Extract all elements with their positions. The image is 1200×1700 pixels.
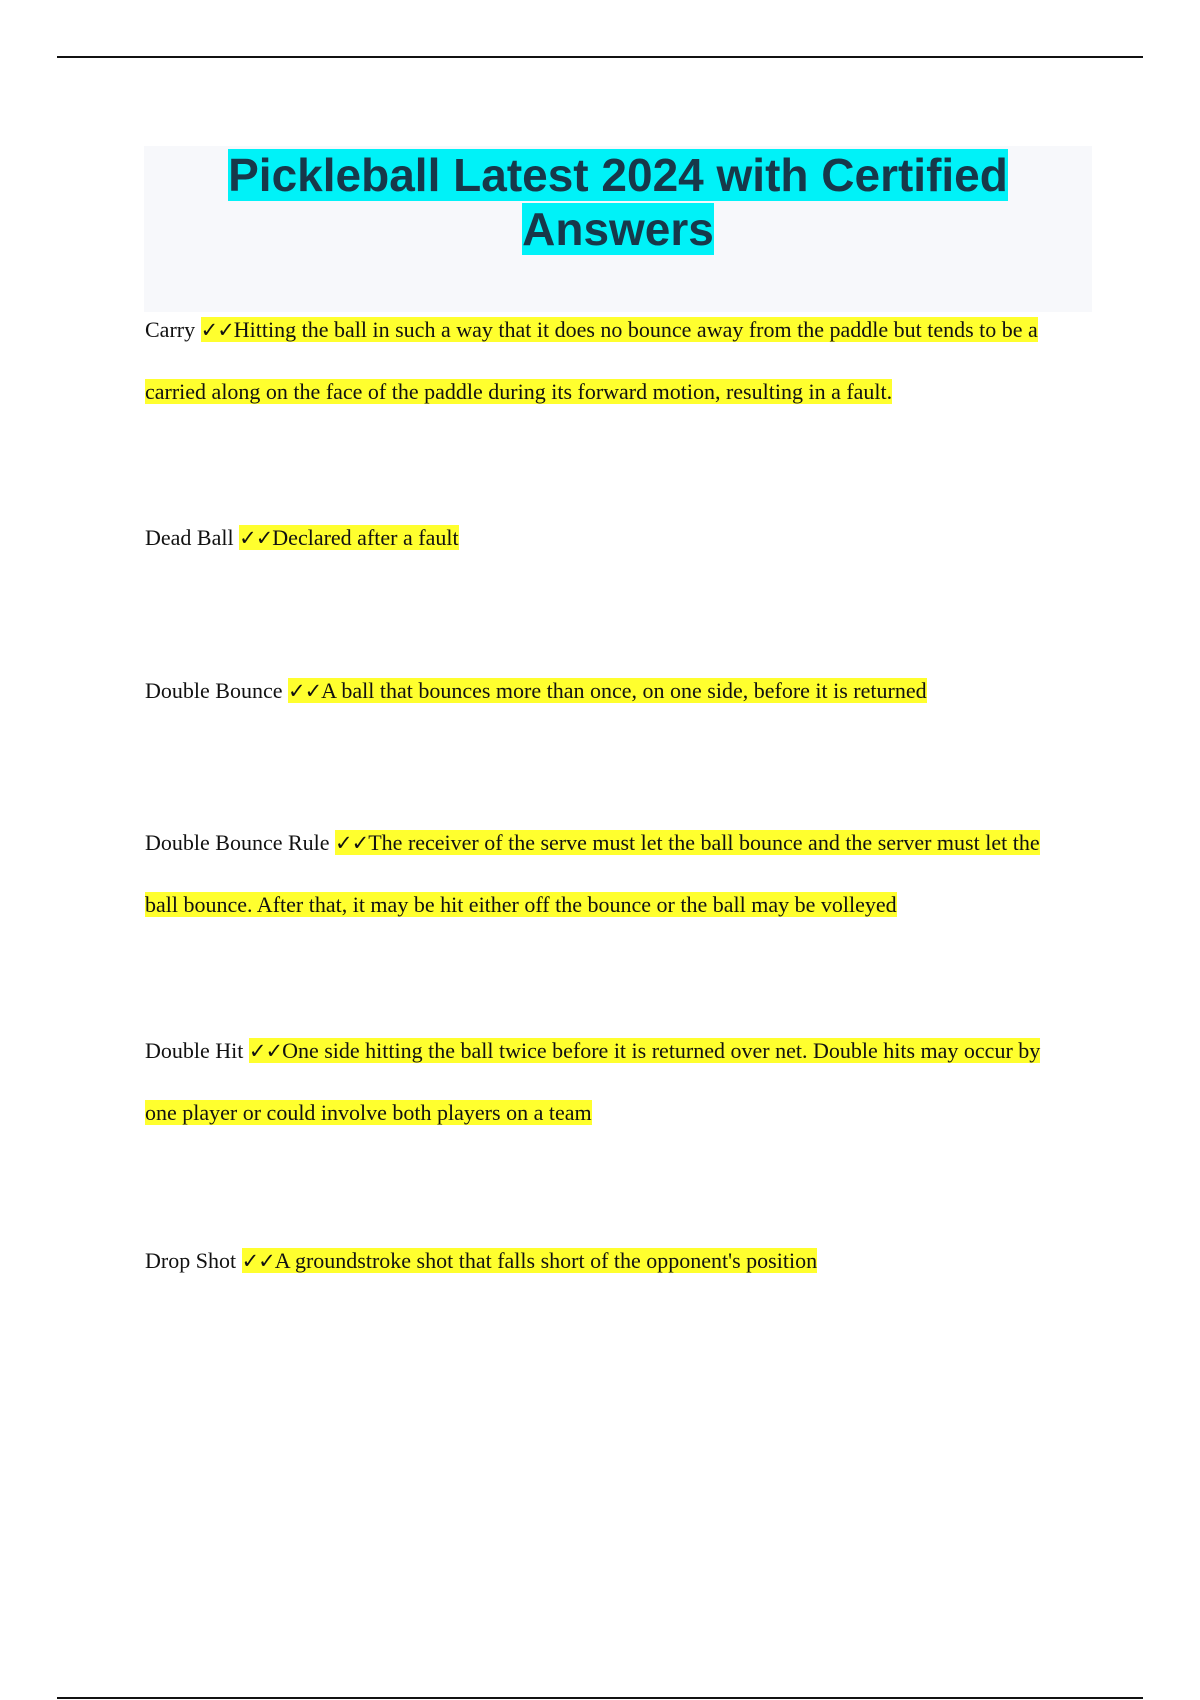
entry-term: Double Bounce	[145, 678, 283, 703]
entry-definition: Hitting the ball in such a way that it does no bounce away from the paddle but tends to be a carried along on the face of the paddle during its forward motion, resulting in a fault.	[145, 317, 1038, 404]
entry-carry	[145, 299, 1070, 422]
entry-definition: A ball that bounces more than once, on one side, before it is returned	[321, 678, 927, 703]
check-mark-icon: ✓✓	[248, 1039, 283, 1063]
title-block	[144, 146, 1092, 312]
check-mark-icon: ✓✓	[200, 318, 234, 342]
entry-answer	[145, 317, 1038, 404]
entry-term: Carry	[145, 317, 196, 342]
entry-answer	[145, 1038, 1040, 1125]
entry-term: Dead Ball	[145, 525, 234, 550]
entry-dead-ball	[145, 507, 1070, 569]
entry-drop-shot	[145, 1230, 1070, 1292]
check-mark-icon: ✓✓	[287, 679, 322, 703]
entry-answer	[288, 678, 927, 703]
entry-answer	[239, 525, 458, 550]
entry-definition: One side hitting the ball twice before it is returned over net. Double hits may occur by one player or could involve both players on a team	[145, 1038, 1041, 1125]
entry-definition: A groundstroke shot that falls short of the opponent's position	[274, 1248, 818, 1273]
entry-term: Drop Shot	[145, 1248, 237, 1273]
entry-double-hit	[145, 1020, 1070, 1143]
check-mark-icon: ✓✓	[241, 1249, 275, 1273]
check-mark-icon: ✓✓	[335, 831, 369, 855]
check-mark-icon: ✓✓	[239, 526, 273, 550]
entry-double-bounce	[145, 660, 1070, 722]
entry-definition: Declared after a fault	[272, 525, 459, 550]
entry-double-bounce-rule	[145, 812, 1070, 935]
entry-term: Double Hit	[145, 1038, 244, 1063]
entry-definition: The receiver of the serve must let the ball bounce and the server must let the ball bounce. After that, it may be hit either off the bounce or the ball may be volleyed	[145, 830, 1040, 917]
header-rule	[57, 56, 1143, 58]
footer-rule	[57, 1697, 1143, 1699]
entry-term: Double Bounce Rule	[145, 830, 330, 855]
document-title: Pickleball Latest 2024 with Certified Answers	[228, 149, 1008, 255]
entry-answer	[242, 1248, 818, 1273]
